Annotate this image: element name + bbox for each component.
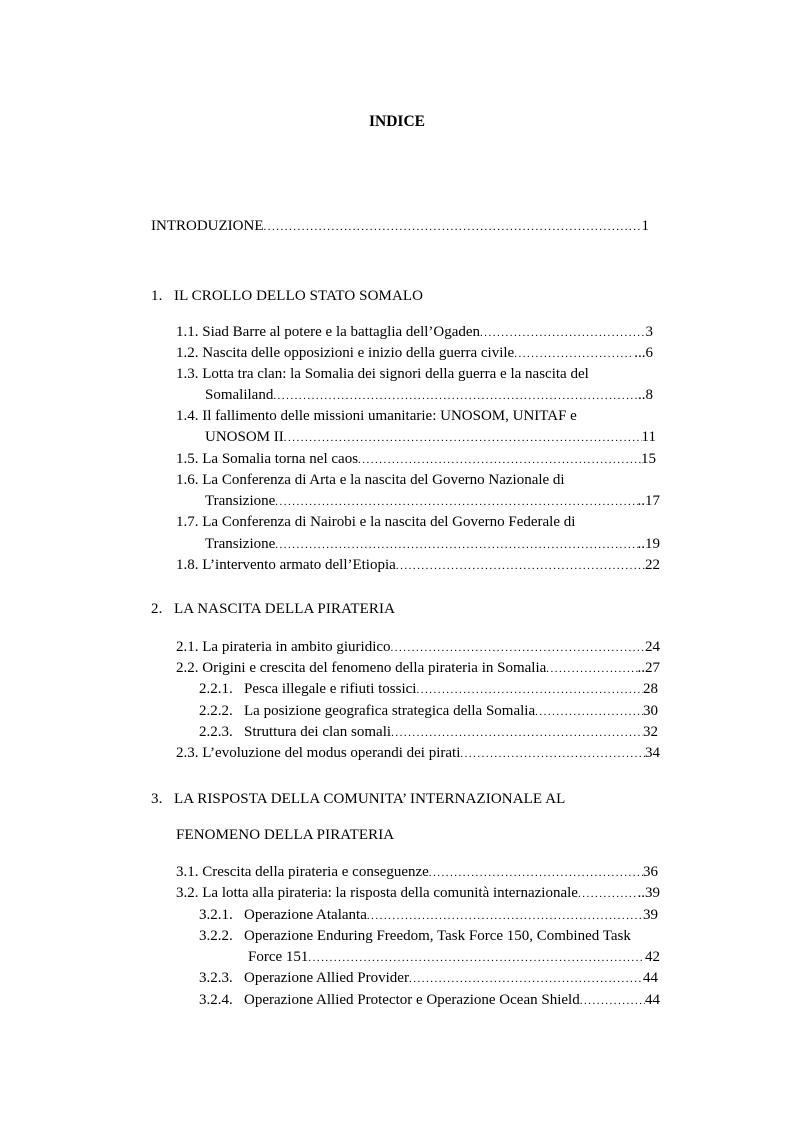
toc-entry-number: 3.2.2. [199,928,233,944]
toc-leader-dots [580,991,645,1011]
toc-entry-label: Struttura dei clan somali [244,724,392,740]
toc-leader-dots [273,386,638,406]
toc-entry-number: 1.6. [176,472,199,488]
toc-leader-dots [514,344,634,364]
toc-entry-1-7[interactable] [176,512,575,532]
toc-page-number: ..27 [637,660,660,676]
toc-entry-number: 3.2. [176,885,199,901]
toc-entry-label: Siad Barre al potere e la battaglia dell’Ogaden [202,324,481,340]
toc-entry-label-cont: Somaliland [205,387,274,403]
toc-entry-number: 1.1. [176,324,199,340]
chapter-title: LA RISPOSTA DELLA COMUNITA’ INTERNAZIONALE AL [174,791,566,807]
toc-page-number: ..39 [637,885,660,901]
toc-entry-label: Operazione Allied Protector e Operazione Ocean Shield [244,992,580,1008]
toc-leader-dots [275,535,637,555]
toc-entry-label: La pirateria in ambito giuridico [202,639,391,655]
toc-entry-3-2-3[interactable] [199,968,658,988]
toc-entry-1-8[interactable] [176,555,660,575]
toc-entry-1-3[interactable] [176,364,589,384]
toc-entry-number: 1.3. [176,366,199,382]
toc-leader-dots [308,948,645,968]
toc-page-number: 22 [645,557,660,573]
toc-entry-3-2-4[interactable] [199,990,660,1010]
toc-entry-2-3[interactable] [176,743,660,763]
toc-page-number: 15 [641,451,656,467]
toc-entry-label: L’intervento armato dell’Etiopia [202,557,396,573]
toc-entry-label: Operazione Atalanta [244,907,367,923]
page-title: INDICE [369,113,425,130]
toc-page-number: ...6 [634,345,653,361]
toc-leader-dots [409,969,643,989]
toc-leader-dots [263,217,641,237]
toc-entry-introduzione[interactable] [151,216,649,236]
toc-entry-number: 2.3. [176,745,199,761]
toc-entry-1-6-cont[interactable] [205,491,660,511]
toc-entry-number: 1.2. [176,345,199,361]
toc-entry-label: La Somalia torna nel caos [202,451,359,467]
toc-entry-1-5[interactable] [176,449,656,469]
toc-page-number: 44 [645,992,660,1008]
toc-entry-number: 2.2.3. [199,724,233,740]
toc-entry-label-cont: Force 151 [248,949,309,965]
toc-page-number: ..17 [637,493,660,509]
toc-page-number: 34 [645,745,660,761]
chapter-title-cont: FENOMENO DELLA PIRATERIA [176,827,395,843]
toc-entry-number: 1.7. [176,514,199,530]
toc-page-number: 24 [645,639,660,655]
toc-leader-dots [367,906,643,926]
toc-entry-number: 1.4. [176,408,199,424]
toc-leader-dots [396,556,645,576]
toc-entry-number: 3.2.4. [199,992,233,1008]
toc-entry-label-cont: Transizione [205,536,276,552]
toc-page-number: 44 [643,970,658,986]
toc-entry-1-2[interactable] [176,343,653,363]
toc-entry-1-6[interactable] [176,470,565,490]
toc-leader-dots [391,723,643,743]
toc-entry-number: 2.1. [176,639,199,655]
toc-entry-label: La Conferenza di Arta e la nascita del Governo Nazionale di [202,472,565,488]
chapter-number: 1. [151,288,163,304]
toc-entry-label: Pesca illegale e rifiuti tossici [244,681,417,697]
toc-leader-dots [391,638,645,658]
toc-leader-dots [535,702,643,722]
toc-entry-3-2[interactable] [176,883,660,903]
toc-leader-dots [460,744,645,764]
toc-page-number: 42 [645,949,660,965]
toc-entry-number: 1.8. [176,557,199,573]
chapter-title: IL CROLLO DELLO STATO SOMALO [174,288,424,304]
toc-page-number: 3 [645,324,653,340]
toc-leader-dots [284,428,642,448]
toc-page-number: 30 [643,703,658,719]
toc-entry-label: La lotta alla pirateria: la risposta della comunità internazionale [202,885,578,901]
toc-entry-number: 3.2.3. [199,970,233,986]
toc-entry-1-3-cont[interactable] [205,385,653,405]
toc-entry-label: Operazione Enduring Freedom, Task Force 150, Combined Task [244,928,631,944]
toc-page-number: ..8 [638,387,653,403]
toc-entry-1-1[interactable] [176,322,653,342]
toc-page-number: 32 [643,724,658,740]
chapter-number: 3. [151,791,163,807]
chapter-heading-3[interactable] [151,789,565,809]
chapter-number: 2. [151,601,163,617]
toc-entry-label: L’evoluzione del modus operandi dei pirati [202,745,461,761]
toc-entry-label-cont: UNOSOM II [205,429,284,445]
toc-entry-number: 1.5. [176,451,199,467]
toc-page-number: 28 [643,681,658,697]
toc-entry-2-2-2[interactable] [199,701,658,721]
toc-page-number: 1 [641,218,649,234]
toc-leader-dots [480,323,645,343]
toc-entry-2-1[interactable] [176,637,660,657]
toc-entry-3-2-2[interactable] [199,926,631,946]
toc-entry-2-2[interactable] [176,658,660,678]
toc-page-number: 39 [643,907,658,923]
toc-page-number: 36 [643,864,658,880]
toc-entry-label: Operazione Allied Provider [244,970,409,986]
toc-entry-3-1[interactable] [176,862,658,882]
toc-entry-2-2-3[interactable] [199,722,658,742]
toc-entry-number: 3.2.1. [199,907,233,923]
toc-page-number: ..19 [637,536,660,552]
toc-entry-label: La posizione geografica strategica della Somalia [244,703,536,719]
toc-entry-number: 3.1. [176,864,199,880]
toc-leader-dots [275,492,637,512]
toc-entry-label: Origini e crescita del fenomeno della pirateria in Somalia [202,660,547,676]
toc-entry-number: 2.2.2. [199,703,233,719]
toc-entry-label: La Conferenza di Nairobi e la nascita del Governo Federale di [202,514,576,530]
toc-entry-label: INTRODUZIONE [151,218,264,234]
toc-entry-1-7-cont[interactable] [205,534,660,554]
toc-entry-label: Lotta tra clan: la Somalia dei signori della guerra e la nascita del [202,366,589,382]
toc-entry-label: Nascita delle opposizioni e inizio della guerra civile [202,345,515,361]
toc-entry-3-2-1[interactable] [199,905,658,925]
chapter-heading-3-cont[interactable] [176,825,394,845]
toc-leader-dots [429,863,643,883]
toc-entry-label: Crescita della pirateria e conseguenze [202,864,429,880]
chapter-title: LA NASCITA DELLA PIRATERIA [174,601,396,617]
toc-entry-label-cont: Transizione [205,493,276,509]
toc-leader-dots [546,659,637,679]
toc-entry-number: 2.2.1. [199,681,233,697]
toc-entry-1-4-cont[interactable] [205,427,656,447]
toc-leader-dots [416,680,643,700]
toc-leader-dots [358,450,641,470]
toc-entry-1-4[interactable] [176,406,577,426]
toc-page-number: 11 [641,429,656,445]
chapter-heading-1[interactable] [151,286,423,306]
toc-entry-number: 2.2. [176,660,199,676]
chapter-heading-2[interactable] [151,599,395,619]
toc-entry-2-2-1[interactable] [199,679,658,699]
toc-entry-label: Il fallimento delle missioni umanitarie: UNOSOM, UNITAF e [202,408,577,424]
toc-leader-dots [578,884,638,904]
toc-entry-3-2-2-cont[interactable] [248,947,660,967]
